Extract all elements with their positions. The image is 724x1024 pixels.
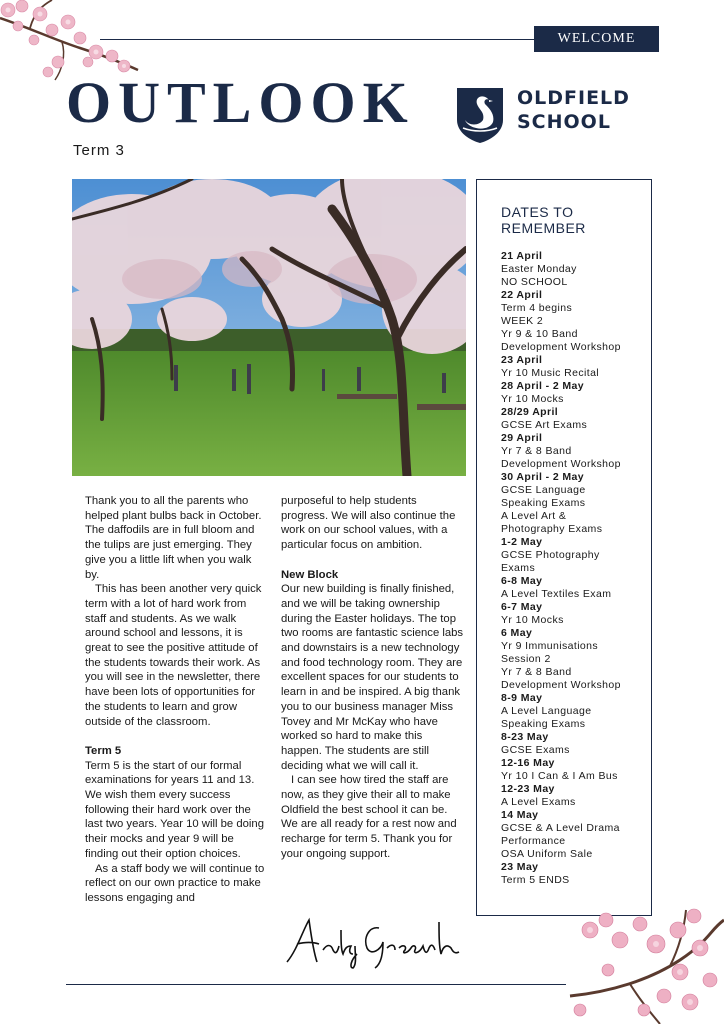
headteacher-signature (283, 910, 463, 970)
event-line: GCSE Art Exams (501, 419, 588, 431)
event-line: Exams (501, 562, 536, 574)
paragraph: I can see how tired the staff are now, as they give their all to make Oldfield the best school it can be. We are all ready for a rest now and recharge for term 5. Thank you for your ongoing support. (281, 774, 457, 860)
paragraph: purposeful to help students progress. We will also continue the work on our school values, with a particular focus on ambition. (281, 495, 456, 552)
event-line: A Level Language (501, 705, 592, 717)
signature-name: Andy Greenhough (283, 910, 292, 911)
dates-title (501, 204, 586, 236)
date-label: 12-16 May (501, 757, 555, 769)
event-line: Yr 7 & 8 Band (501, 445, 572, 457)
event-line: Development Workshop (501, 458, 621, 470)
article-column-2 (281, 494, 465, 862)
paragraph-gap (85, 729, 267, 744)
event-line: OSA Uniform Sale (501, 848, 593, 860)
date-label: 28 April - 2 May (501, 380, 585, 392)
dates-title-line2: REMEMBER (501, 220, 586, 236)
event-line: Session 2 (501, 653, 551, 665)
paragraph-gap (281, 553, 465, 568)
event-line: Development Workshop (501, 341, 621, 353)
date-label: 14 May (501, 809, 539, 821)
dates-to-remember-panel (476, 179, 652, 916)
dates-title-line1: DATES TO (501, 204, 574, 220)
date-label: 29 April (501, 432, 543, 444)
date-label: 28/29 April (501, 406, 559, 418)
event-line: A Level Art & (501, 510, 567, 522)
school-name-line2: SCHOOL (517, 111, 611, 133)
event-line: A Level Textiles Exam (501, 588, 612, 600)
event-line: GCSE Language (501, 484, 586, 496)
newsletter-title: OUTLOOK (66, 70, 415, 135)
event-line: Performance (501, 835, 566, 847)
event-line: GCSE Exams (501, 744, 570, 756)
school-name-line1: OLDFIELD (517, 87, 630, 109)
header-rule (100, 39, 534, 40)
event-line: Term 5 ENDS (501, 874, 570, 886)
event-line: Yr 10 Music Recital (501, 367, 600, 379)
event-line: Yr 10 I Can & I Am Bus (501, 770, 618, 782)
welcome-banner: WELCOME (534, 26, 659, 52)
event-line: Photography Exams (501, 523, 603, 535)
event-line: NO SCHOOL (501, 276, 568, 288)
school-logo (455, 85, 645, 145)
event-line: Yr 9 & 10 Band (501, 328, 578, 340)
event-line: Easter Monday (501, 263, 577, 275)
event-line: WEEK 2 (501, 315, 544, 327)
event-line: Yr 7 & 8 Band (501, 666, 572, 678)
section-heading: New Block (281, 568, 339, 581)
event-line: Term 4 begins (501, 302, 573, 314)
event-line: Yr 9 Immunisations (501, 640, 599, 652)
event-line: Speaking Exams (501, 718, 586, 730)
newsletter-subtitle: Term 3 (73, 142, 125, 159)
date-label: 1-2 May (501, 536, 543, 548)
event-line: Speaking Exams (501, 497, 586, 509)
event-line: Yr 10 Mocks (501, 614, 564, 626)
event-line: Yr 10 Mocks (501, 393, 564, 405)
footer-rule (66, 984, 566, 985)
paragraph: As a staff body we will continue to reflect on our own practice to make lessons engaging and (85, 862, 265, 904)
date-label: 12-23 May (501, 783, 555, 795)
swan-crest-icon (455, 86, 505, 144)
event-line: GCSE & A Level Drama (501, 822, 620, 834)
article-column-1 (85, 494, 267, 906)
paragraph: This has been another very quick term with a lot of hard work from staff and students. As we walk around school and lessons, it is great to see the positive attitude of the students towards their work. As you will see in the newsletter, there have been lots of opportunities for the students to learn and grow outside of the classroom. (85, 583, 262, 728)
paragraph: Term 5 is the start of our formal examinations for years 11 and 13. We wish them every success following their hard work over the last two years. Year 10 will be doing their mocks and year 9 will be finding out their option choices. (85, 759, 264, 860)
event-line: A Level Exams (501, 796, 576, 808)
event-line: Development Workshop (501, 679, 621, 691)
date-label: 23 May (501, 861, 539, 873)
date-label: 23 April (501, 354, 543, 366)
date-label: 21 April (501, 250, 543, 262)
paragraph: Thank you to all the parents who helped plant bulbs back in October. The daffodils are in full bloom and the tulips are just emerging. They give you a little lift when you walk by. (85, 495, 262, 581)
school-name (517, 86, 630, 134)
date-label: 30 April - 2 May (501, 471, 585, 483)
date-label: 8-9 May (501, 692, 543, 704)
date-label: 22 April (501, 289, 543, 301)
cherry-blossom-decoration (560, 900, 724, 1024)
date-label: 6-7 May (501, 601, 543, 613)
event-line: GCSE Photography (501, 549, 600, 561)
section-heading: Term 5 (85, 744, 122, 757)
date-label: 8-23 May (501, 731, 549, 743)
dates-list (501, 250, 651, 887)
date-label: 6-8 May (501, 575, 543, 587)
date-label: 6 May (501, 627, 533, 639)
paragraph: Our new building is finally finished, and we will be taking ownership during the Easter holidays. The top two rooms are fantastic science labs and downstairs is a new technology and food technology room. They are excellent spaces for our students to learn in and be inspired. A big thank you to our business manager Miss Tovey and Mr McKay who have worked so hard to make this happen. The students are still deciding what we will call it. (281, 583, 464, 772)
blossom-trees-photo (72, 179, 466, 476)
